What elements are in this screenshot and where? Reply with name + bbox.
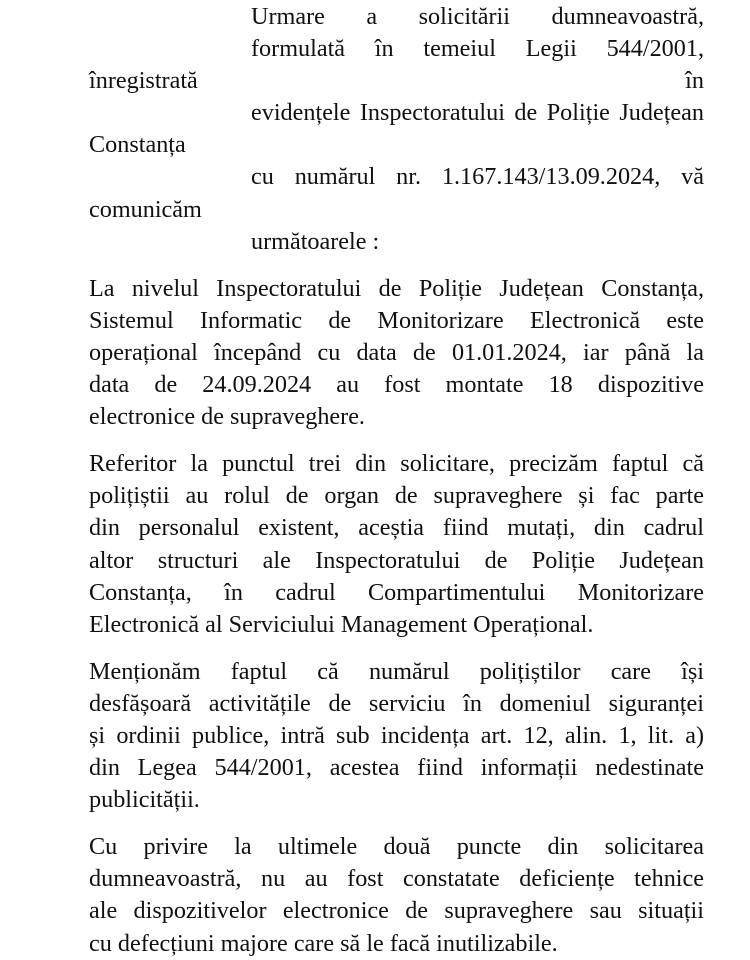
paragraph-request-reference xyxy=(89,1,704,258)
text-line: altor structuri ale Inspectoratului de Poliție Județean xyxy=(89,546,704,574)
text-line: dumneavoastră, nu au fost constatate deficiențe tehnice xyxy=(89,865,704,893)
paragraph-police-staff xyxy=(89,448,704,641)
text-line: și ordinii publice, intră sub incidența art. 12, alin. 1, lit. a) xyxy=(89,721,704,749)
text-line: următoarele : xyxy=(251,227,380,255)
text-line: Menționăm faptul că numărul polițiștilor care își xyxy=(89,657,704,685)
text-line: formulată în temeiul Legii 544/2001, înregistrată în xyxy=(89,35,704,95)
paragraph-legal-exemption xyxy=(89,656,704,816)
text-line: desfășoară activitățile de serviciu în domeniul siguranței xyxy=(89,689,704,717)
paragraph-technical-status xyxy=(89,831,704,959)
text-line: Electronică al Serviciului Management Operațional. xyxy=(89,610,594,638)
text-line: cu defecțiuni majore care să le facă inutilizabile. xyxy=(89,929,558,957)
text-line: cu numărul nr. 1.167.143/13.09.2024, vă comunicăm xyxy=(89,163,704,223)
text-line: Referitor la punctul trei din solicitare, precizăm faptul că xyxy=(89,450,704,478)
text-line: Sistemul Informatic de Monitorizare Electronică este xyxy=(89,306,704,334)
text-line: Urmare a solicitării dumneavoastră, xyxy=(251,3,704,30)
text-line: din personalul existent, aceștia fiind mutați, din cadrul xyxy=(89,514,704,542)
text-line: evidențele Inspectoratului de Poliție Județean Constanța xyxy=(89,99,704,159)
letter-body xyxy=(89,0,704,960)
text-line: Cu privire la ultimele două puncte din solicitarea xyxy=(89,833,704,861)
text-line: polițiștii au rolul de organ de supraveghere și fac parte xyxy=(89,482,704,510)
paragraph-monitoring-system xyxy=(89,273,704,433)
text-line: ale dispozitivelor electronice de supraveghere sau situații xyxy=(89,897,704,925)
text-line: data de 24.09.2024 au fost montate 18 dispozitive xyxy=(89,371,704,399)
text-line: Constanța, în cadrul Compartimentului Monitorizare xyxy=(89,578,704,606)
text-line: publicității. xyxy=(89,786,200,814)
text-line: din Legea 544/2001, acestea fiind informații nedestinate xyxy=(89,754,704,782)
text-line: electronice de supraveghere. xyxy=(89,403,365,431)
text-line: operațional începând cu data de 01.01.2024, iar până la xyxy=(89,338,704,366)
text-line: La nivelul Inspectoratului de Poliție Județean Constanța, xyxy=(89,274,704,302)
